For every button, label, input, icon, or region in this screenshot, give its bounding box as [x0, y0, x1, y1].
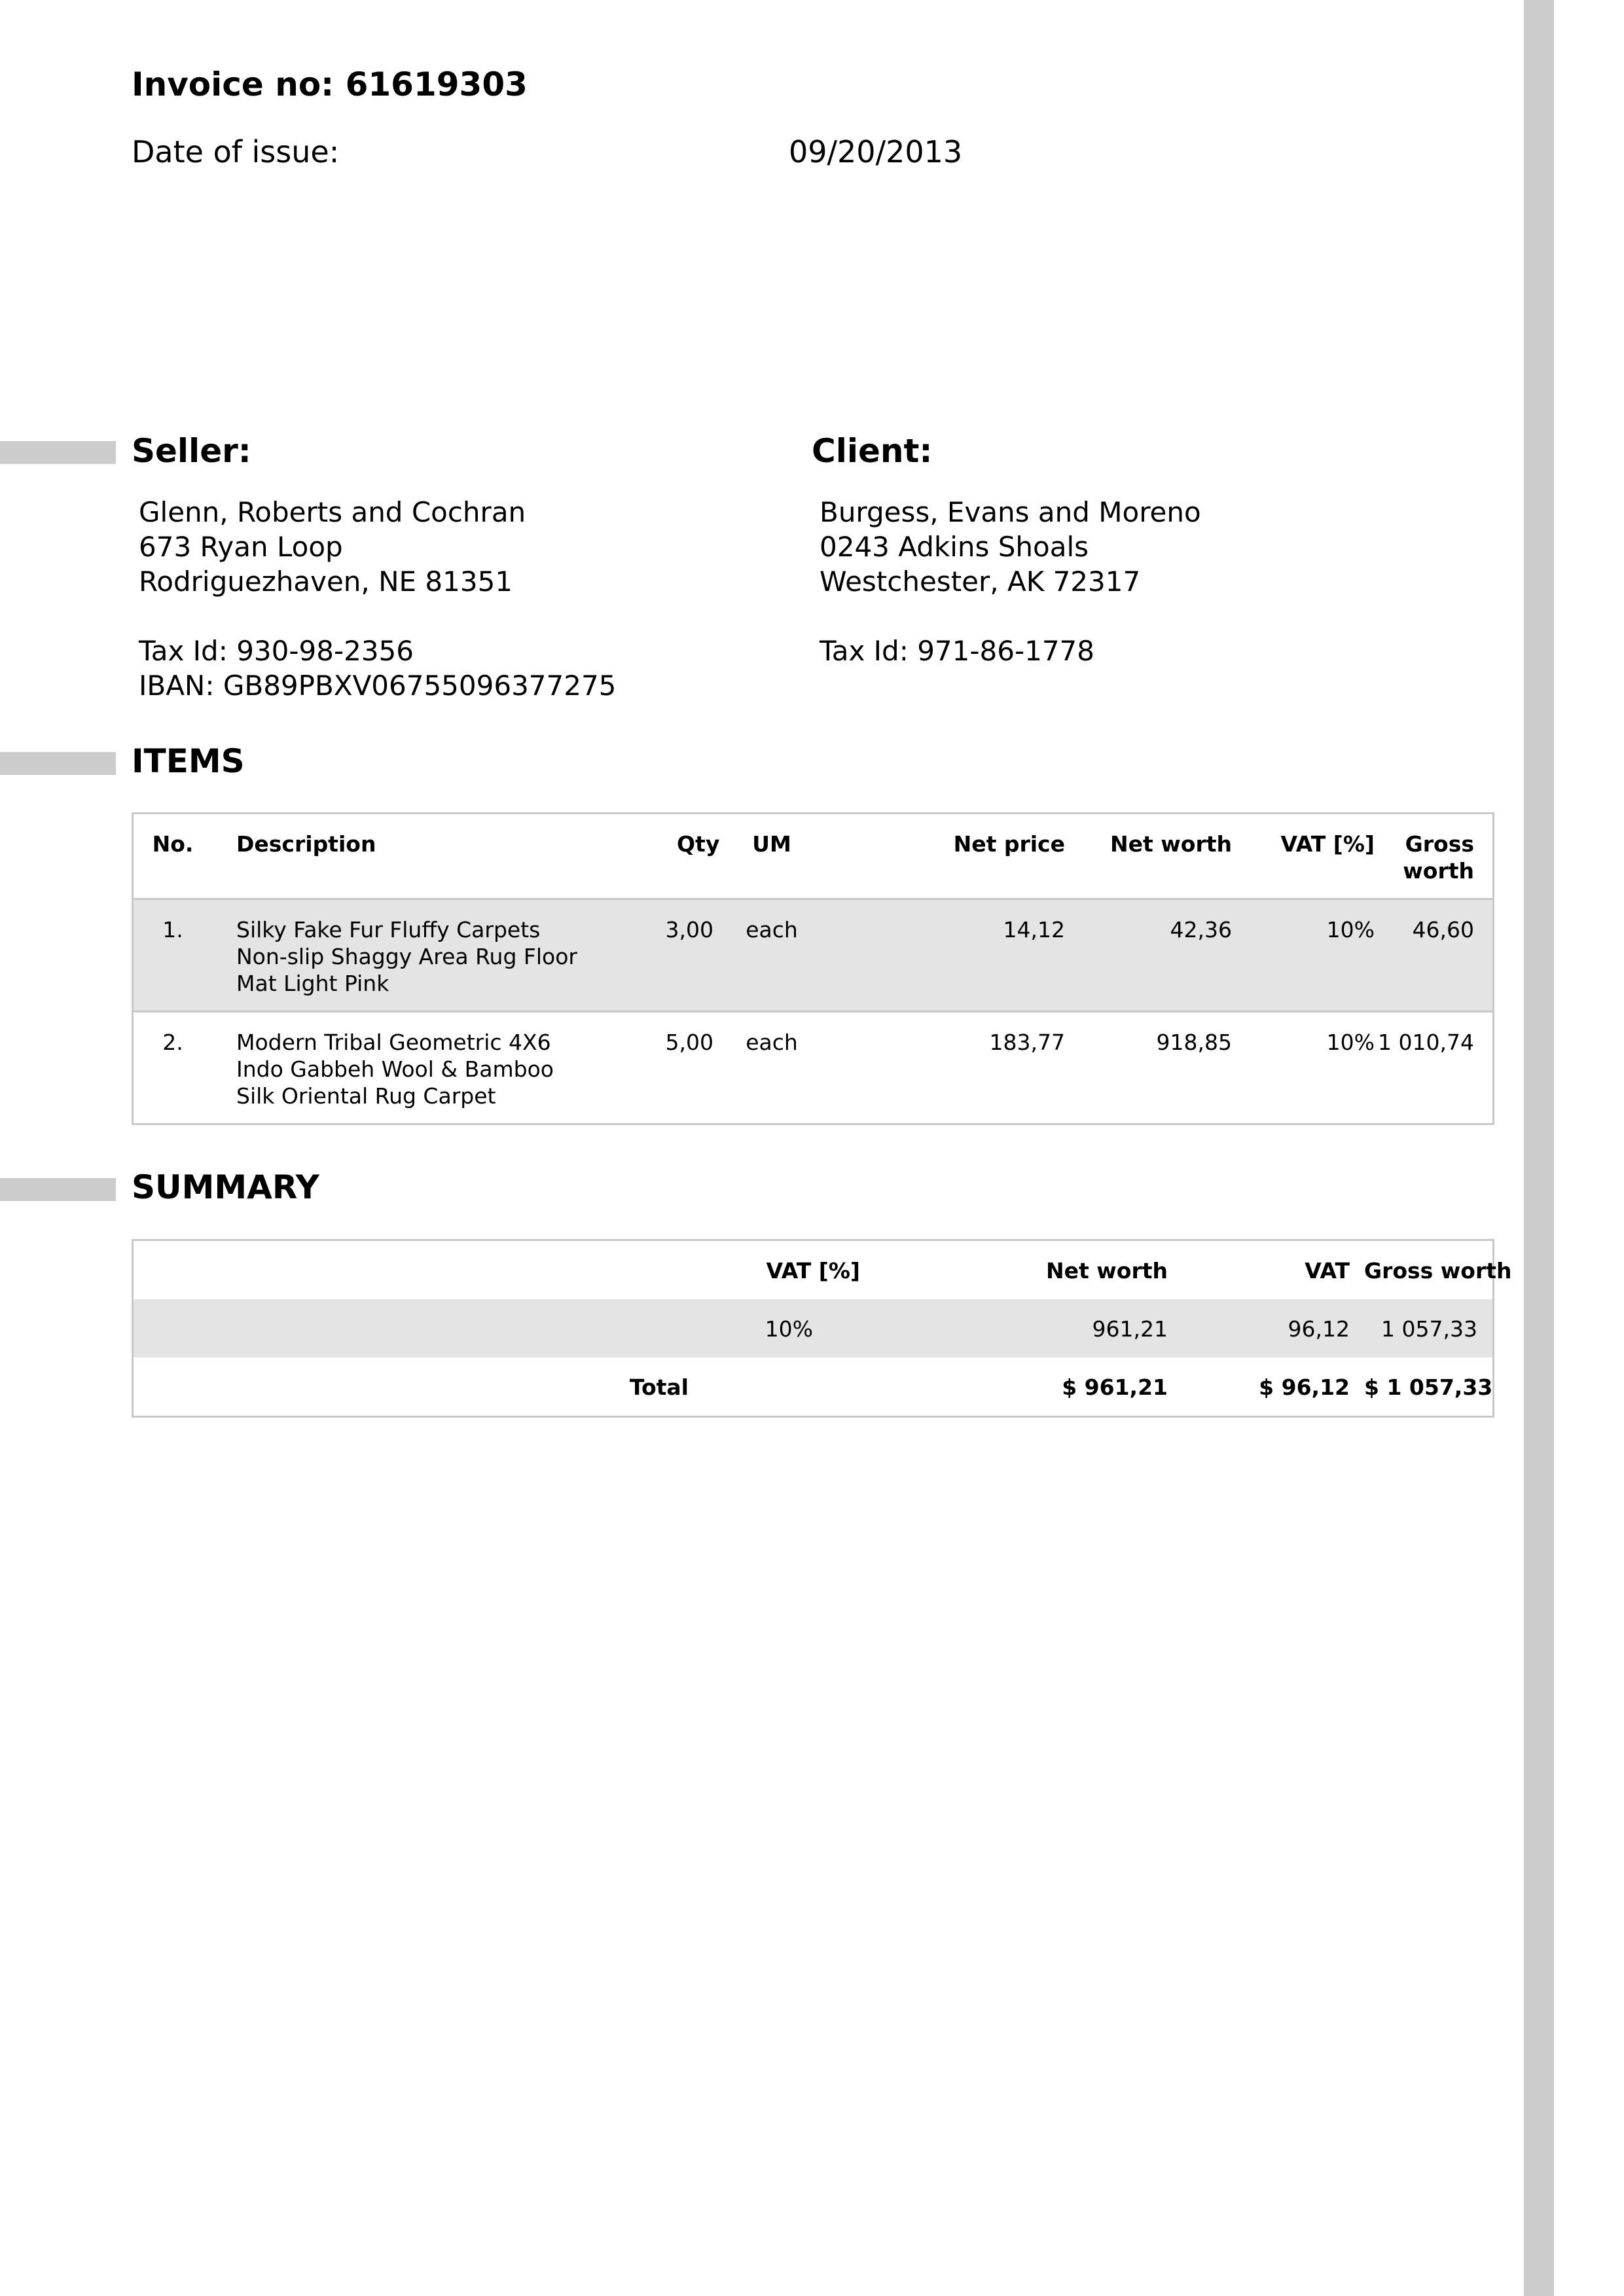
item-gross-worth: 1 010,74 [1378, 1030, 1474, 1055]
seller-name: Glenn, Roberts and Cochran [139, 496, 526, 528]
summary-col-vat: VAT [1305, 1258, 1350, 1283]
col-header-net-price: Net price [953, 831, 1065, 857]
table-row [134, 1011, 1492, 1123]
seller-iban: IBAN: GB89PBXV06755096377275 [139, 670, 617, 702]
client-details [820, 495, 1201, 668]
col-header-qty: Qty [677, 831, 720, 857]
item-vat: 10% [1326, 1030, 1375, 1055]
date-of-issue-label: Date of issue: [132, 134, 340, 170]
total-net-worth: $ 961,21 [1062, 1374, 1168, 1400]
summary-col-net-worth: Net worth [1046, 1258, 1168, 1283]
seller-street: 673 Ryan Loop [139, 531, 343, 563]
item-net-price: 14,12 [1003, 917, 1065, 942]
client-city: Westchester, AK 72317 [820, 565, 1141, 598]
total-vat: $ 96,12 [1259, 1374, 1350, 1400]
table-row [134, 898, 1492, 1011]
summary-heading: SUMMARY [132, 1168, 319, 1206]
items-table [132, 812, 1494, 1125]
total-label: Total [629, 1374, 689, 1400]
item-no: 2. [162, 1030, 183, 1055]
summary-vat-rate: 10% [765, 1316, 813, 1342]
summary-total-row [134, 1357, 1492, 1416]
item-qty: 5,00 [665, 1030, 713, 1055]
summary-table-header [134, 1241, 1512, 1299]
invoice-number: Invoice no: 61619303 [132, 65, 528, 103]
item-gross-worth: 46,60 [1412, 917, 1474, 942]
item-vat: 10% [1326, 917, 1375, 942]
items-table-header [134, 814, 1492, 898]
date-of-issue-value: 09/20/2013 [789, 134, 963, 170]
item-net-worth: 42,36 [1170, 917, 1232, 942]
seller-details [139, 495, 616, 703]
col-header-net-worth: Net worth [1110, 831, 1232, 857]
client-heading: Client: [812, 432, 933, 470]
col-header-vat: VAT [%] [1280, 831, 1375, 857]
right-margin-stripe [1524, 0, 1554, 2296]
seller-heading: Seller: [132, 432, 251, 470]
item-qty: 3,00 [665, 917, 713, 942]
seller-section-marker [0, 441, 116, 464]
col-header-description: Description [236, 831, 376, 857]
summary-col-gross-worth: Gross worth [1364, 1258, 1512, 1283]
items-section-marker [0, 752, 116, 775]
item-um: each [746, 917, 798, 942]
client-street: 0243 Adkins Shoals [820, 531, 1089, 563]
summary-section-marker [0, 1178, 116, 1201]
item-net-worth: 918,85 [1156, 1030, 1232, 1055]
item-um: each [746, 1030, 798, 1055]
client-tax-id: Tax Id: 971-86-1778 [820, 635, 1094, 667]
summary-gross-worth: 1 057,33 [1381, 1316, 1477, 1342]
item-no: 1. [162, 917, 183, 942]
col-header-gross-worth: Gross worth [1403, 831, 1474, 884]
col-header-no: No. [152, 831, 194, 857]
seller-tax-id: Tax Id: 930-98-2356 [139, 635, 414, 667]
col-header-um: UM [752, 831, 791, 857]
seller-city: Rodriguezhaven, NE 81351 [139, 565, 513, 598]
item-description: Silky Fake Fur Fluffy Carpets Non-slip Shaggy Area Rug Floor Mat Light Pink [236, 917, 577, 996]
summary-col-vat-rate: VAT [%] [766, 1258, 860, 1283]
summary-table [132, 1239, 1512, 1418]
summary-vat: 96,12 [1288, 1316, 1350, 1342]
summary-net-worth: 961,21 [1092, 1316, 1168, 1342]
summary-row [134, 1299, 1492, 1357]
item-description: Modern Tribal Geometric 4X6 Indo Gabbeh Wool & Bamboo Silk Oriental Rug Carpet [236, 1030, 554, 1109]
item-net-price: 183,77 [989, 1030, 1065, 1055]
total-gross-worth: $ 1 057,33 [1364, 1374, 1493, 1400]
items-heading: ITEMS [132, 742, 245, 780]
client-name: Burgess, Evans and Moreno [820, 496, 1201, 528]
